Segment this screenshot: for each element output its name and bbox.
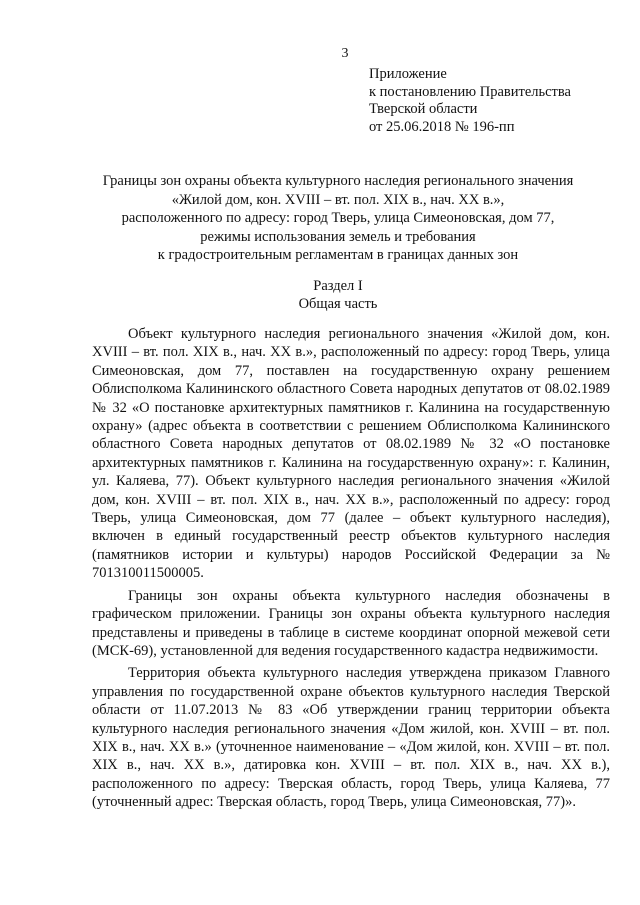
appendix-line: Приложение (369, 66, 447, 82)
paragraph: Границы зон охраны объекта культурного наследия обозначены в графическом приложении. Границы зон охраны объекта культурного наследия представлены и приведены в таблице в системе координат опорной межевой сети (МСК-69), установленной для ведения государственного кадастра недвижимости. (92, 587, 610, 659)
section-heading (76, 277, 600, 313)
title-line: «Жилой дом, кон. XVIII – вт. пол. XIX в., нач. XX в.», (171, 191, 505, 208)
title-line: к градостроительным регламентам в границах данных зон (157, 247, 519, 263)
title-line: расположенного по адресу: город Тверь, улица Симеоновская, дом 77, (121, 210, 555, 226)
appendix-block (369, 66, 629, 136)
section-number: Раздел I (313, 278, 363, 294)
title-line: режимы использования земель и требования (200, 228, 476, 245)
appendix-line: от 25.06.2018 № 196-пп (369, 118, 515, 135)
paragraph: Объект культурного наследия регионального значения «Жилой дом, кон. XVIII – вт. пол. XIX в., нач. XX в.», расположенный по адресу: город Тверь, улица Симеоновская, дом 77, поставлен на государственную охрану решением Облисполкома Калининского областного Совета народных депутатов от 08.02.1989 № 32 «О постановке архитектурных памятников г. Калинина на государственную охрану» (адрес объекта в соответствии с решением Облисполкома Калининского областного Совета народных депутатов от 08.02.1989 № 32 «О постановке архитектурных памятников г. Калинина на государственную охрану»: г. Калинин, ул. Каляева, 77). Объект культурного наследия регионального значения «Жилой дом, кон. XVIII – вт. пол. XIX в., нач. XX в.», расположенный по адресу: город Тверь, улица Симеоновская, дом 77 (далее – объект культурного наследия), включен в единый государственный реестр объектов культурного наследия (памятников истории и культуры) народов Российской Федерации за № 701310011500005. (92, 326, 610, 582)
appendix-line: Тверской области (369, 101, 478, 117)
appendix-line: к постановлению Правительства (369, 83, 571, 100)
page-number: 3 (341, 46, 349, 61)
section-name: Общая часть (298, 296, 378, 312)
title-line: Границы зон охраны объекта культурного наследия регионального значения (102, 173, 574, 189)
paragraph: Территория объекта культурного наследия утверждена приказом Главного управления по государственной охране объектов культурного наследия Тверской области от 11.07.2013 № 83 «Об утверждении границ территории объекта культурного наследия регионального значения «Дом жилой, кон. XVIII – вт. пол. XIX в., нач. XX в.» (уточненное наименование – «Дом жилой, кон. XVIII – вт. пол. XIX в., нач. XX в.», датировка кон. XVIII – вт. пол. XIX в., нач. XX в.), расположенного по адресу: Тверская область, город Тверь, улица Каляева, 77 (уточненный адрес: Тверская область, город Тверь, улица Симеоновская, 77)». (92, 665, 610, 811)
document-body (92, 325, 610, 812)
document-title (76, 172, 600, 265)
